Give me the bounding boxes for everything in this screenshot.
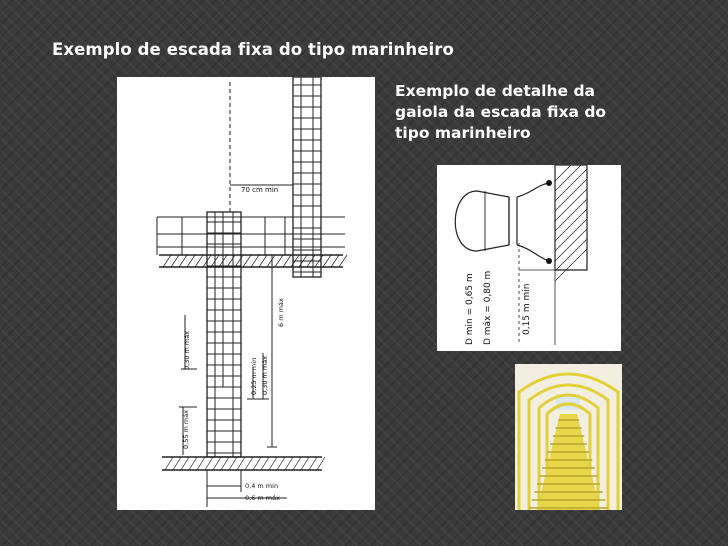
- width-min-label: 70 cm min: [241, 186, 279, 194]
- slide-title: Exemplo de escada fixa do tipo marinheiro: [52, 40, 454, 59]
- caption-line-1: Exemplo de detalhe da: [395, 82, 595, 100]
- cage-detail-drawing: [437, 165, 621, 351]
- d-max-label: D máx = 0,80 m: [483, 270, 493, 345]
- ladder-photo-svg: [515, 364, 622, 510]
- d-min-label: D min = 0,65 m: [465, 273, 475, 345]
- rung-b-label: 0,30 m máx: [261, 355, 269, 395]
- ladder-drawing: [117, 77, 375, 510]
- caption-line-3: tipo marinheiro: [395, 124, 531, 142]
- cage-start-label: 0,55 m máx: [182, 409, 190, 449]
- rung-a-label: 0,25 m min: [250, 357, 258, 395]
- wall-min-label: 0,15 m min: [522, 283, 532, 335]
- ladder-drawing-svg: [117, 77, 375, 510]
- spacing-max-label: 0,30 m máx: [183, 330, 191, 370]
- base-min-label: 0,4 m min: [245, 482, 279, 490]
- base-max-label: 0,6 m máx: [245, 494, 280, 502]
- caption-line-2: gaiola da escada fixa do: [395, 103, 607, 121]
- height-label: 6 m máx: [277, 298, 285, 327]
- cage-detail-svg: [437, 165, 621, 351]
- caption: [395, 81, 655, 144]
- ladder-photo: [515, 364, 622, 510]
